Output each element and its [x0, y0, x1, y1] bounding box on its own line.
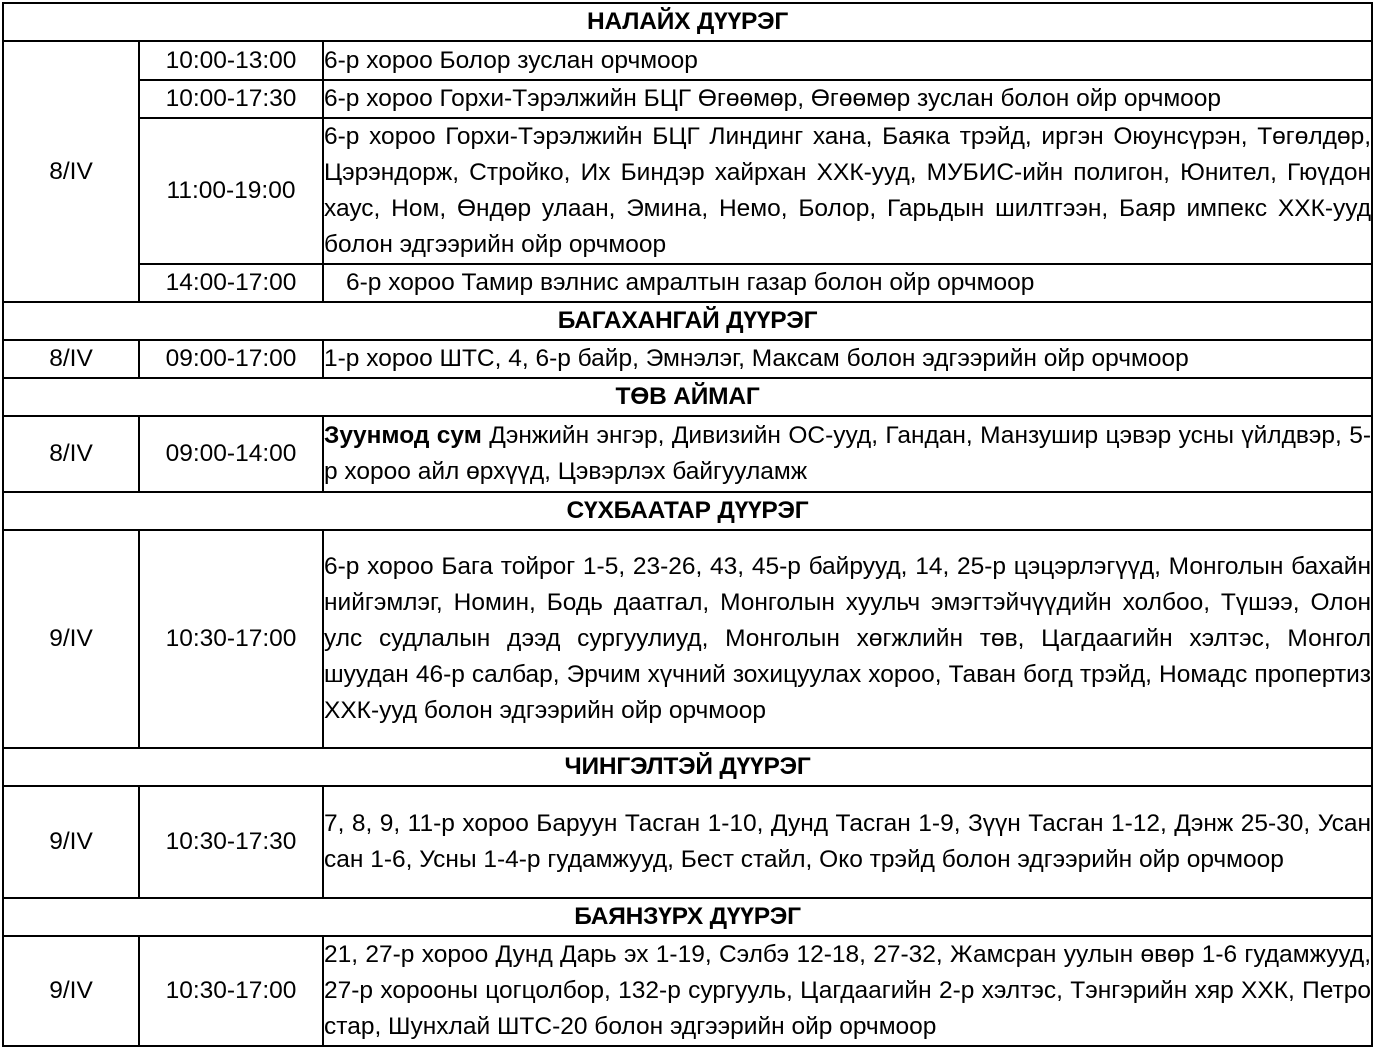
table-row — [3, 936, 1372, 1046]
section-title: БАГАХАНГАЙ ДҮҮРЭГ — [3, 302, 1372, 340]
location-text: Дэнжийн энгэр, Дивизийн ОС-ууд, Гандан, Манзушир цэвэр усны үйлдвэр, 5-р хороо айл өрхүүд, Цэвэрлэх байгууламж — [324, 422, 1372, 485]
location-cell — [323, 416, 1372, 492]
table-row — [3, 118, 1372, 264]
section-title: НАЛАЙХ ДҮҮРЭГ — [3, 3, 1372, 41]
table-row — [3, 530, 1372, 748]
table-row — [3, 80, 1372, 118]
date-cell: 9/IV — [3, 530, 139, 748]
location-text: 6-р хороо Тамир вэлнис амралтын газар болон ойр орчмоор — [346, 269, 1035, 296]
section-header-row — [3, 302, 1372, 340]
time-cell: 10:00-13:00 — [139, 41, 323, 80]
date-cell: 9/IV — [3, 786, 139, 898]
location-cell — [323, 264, 1372, 302]
table-row — [3, 416, 1372, 492]
date-cell: 9/IV — [3, 936, 139, 1046]
section-header-row — [3, 898, 1372, 936]
table-row — [3, 41, 1372, 80]
location-cell: 6-р хороо Горхи-Тэрэлжийн БЦГ Линдинг хана, Баяка трэйд, иргэн Оюунсүрэн, Төгөлдөр, Цэрэндорж, Стройко, Их Биндэр хайрхан ХХК-ууд, МУБИС-ийн полигон, Юнител, Гюүдон хаус, Ном, Өндөр улаан, Эмина, Немо, Болор, Гарьдын шилтгээн, Баяр импекс ХХК-ууд болон эдгээрийн ойр орчмоор — [323, 118, 1372, 264]
location-cell: 21, 27-р хороо Дунд Дарь эх 1-19, Сэлбэ 12-18, 27-32, Жамсран уулын өвөр 1-6 гудамжууд, 27-р хорооны цогцолбор, 132-р сургууль, Цагдаагийн 2-р хэлтэс, Тэнгэрийн хяр ХХК, Петро стар, Шунхлай ШТС-20 болон эдгээрийн ойр орчмоор — [323, 936, 1372, 1046]
section-header-row — [3, 492, 1372, 530]
date-cell: 8/IV — [3, 340, 139, 378]
section-title: БАЯНЗҮРХ ДҮҮРЭГ — [3, 898, 1372, 936]
time-cell: 11:00-19:00 — [139, 118, 323, 264]
time-cell: 09:00-14:00 — [139, 416, 323, 492]
section-header-row — [3, 748, 1372, 786]
table-row — [3, 264, 1372, 302]
time-cell: 09:00-17:00 — [139, 340, 323, 378]
table-row — [3, 340, 1372, 378]
section-header-row — [3, 378, 1372, 416]
location-cell: 7, 8, 9, 11-р хороо Баруун Тасган 1-10, Дунд Тасган 1-9, Зүүн Тасган 1-12, Дэнж 25-30, Усан сан 1-6, Усны 1-4-р гудамжууд, Бест стайл, Око трэйд болон эдгээрийн ойр орчмоор — [323, 786, 1372, 898]
location-cell: 6-р хороо Болор зуслан орчмоор — [323, 41, 1372, 80]
location-cell: 6-р хороо Горхи-Тэрэлжийн БЦГ Өгөөмөр, Өгөөмөр зуслан болон ойр орчмоор — [323, 80, 1372, 118]
section-title: ТӨВ АЙМАГ — [3, 378, 1372, 416]
date-cell: 8/IV — [3, 416, 139, 492]
time-cell: 10:30-17:30 — [139, 786, 323, 898]
location-cell: 1-р хороо ШТС, 4, 6-р байр, Эмнэлэг, Максам болон эдгээрийн ойр орчмоор — [323, 340, 1372, 378]
time-cell: 14:00-17:00 — [139, 264, 323, 302]
section-header-row — [3, 3, 1372, 41]
time-cell: 10:00-17:30 — [139, 80, 323, 118]
location-cell: 6-р хороо Бага тойрог 1-5, 23-26, 43, 45-р байрууд, 14, 25-р цэцэрлэгүүд, Монголын бахайн нийгэмлэг, Номин, Бодь даатгал, Монголын хуульч эмэгтэйчүүдийн холбоо, Түшээ, Олон улс судлалын дээд сургуулиуд, Монголын хөгжлийн төв, Цагдаагийн хэлтэс, Монгол шуудан 46-р салбар, Эрчим хүчний зохицуулах хороо, Таван богд трэйд, Номадс пропертиз ХХК-ууд болон эдгээрийн ойр орчмоор — [323, 530, 1372, 748]
date-cell: 8/IV — [3, 41, 139, 302]
table-row — [3, 786, 1372, 898]
section-title: СҮХБААТАР ДҮҮРЭГ — [3, 492, 1372, 530]
section-title: ЧИНГЭЛТЭЙ ДҮҮРЭГ — [3, 748, 1372, 786]
location-name-bold: Зуунмод сум — [324, 422, 482, 449]
power-outage-schedule-table — [2, 2, 1373, 1047]
time-cell: 10:30-17:00 — [139, 936, 323, 1046]
time-cell: 10:30-17:00 — [139, 530, 323, 748]
